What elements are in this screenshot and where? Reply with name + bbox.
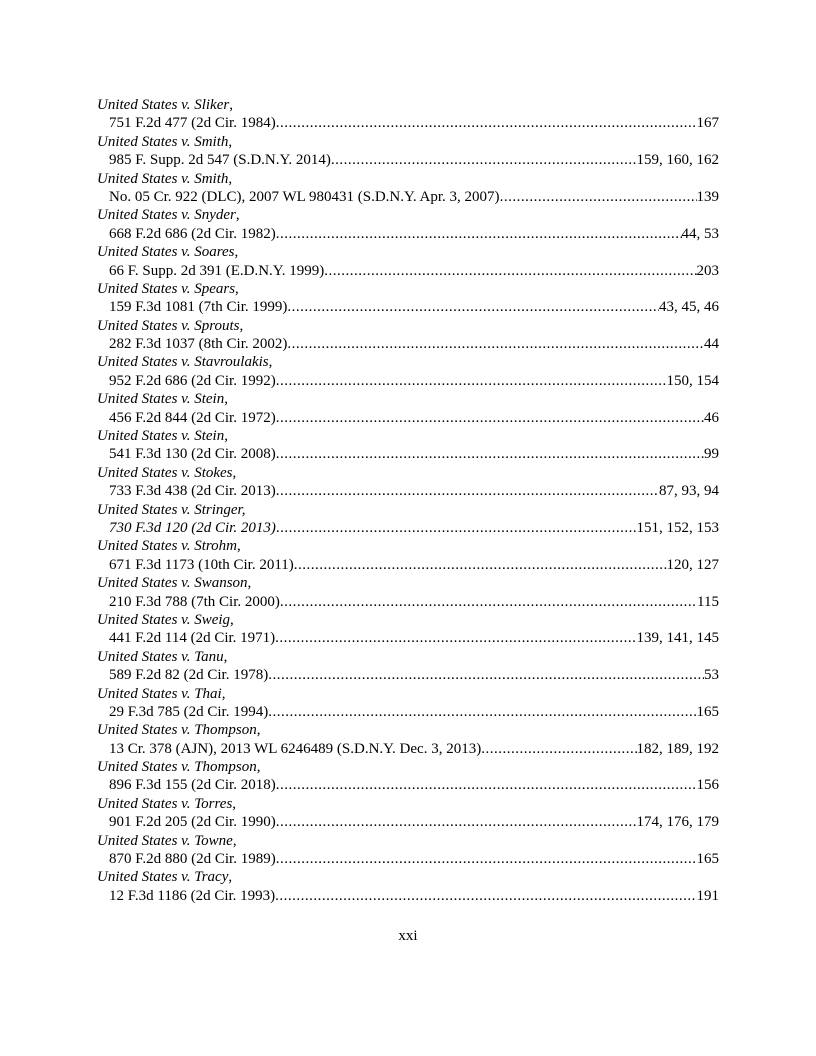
citation: 896 F.3d 155 (2d Cir. 2018) bbox=[109, 777, 276, 794]
case-name: United States v. Tanu, bbox=[97, 648, 228, 665]
case-name: United States v. Stokes, bbox=[97, 464, 237, 481]
citation-line bbox=[97, 298, 719, 316]
dot-leader bbox=[276, 114, 697, 132]
citation: 66 F. Supp. 2d 391 (E.D.N.Y. 1999) bbox=[109, 262, 325, 279]
case-name: United States v. Torres, bbox=[97, 795, 237, 812]
page-references: 46 bbox=[704, 409, 719, 426]
case-entry bbox=[97, 206, 719, 243]
case-entry bbox=[97, 133, 719, 170]
page-references: 165 bbox=[696, 851, 719, 868]
citation: 751 F.2d 477 (2d Cir. 1984) bbox=[109, 115, 276, 132]
citation: 29 F.3d 785 (2d Cir. 1994) bbox=[109, 703, 269, 720]
citation-line bbox=[97, 593, 719, 611]
case-entry bbox=[97, 170, 719, 207]
case-name: United States v. Sliker, bbox=[97, 97, 233, 113]
case-entry bbox=[97, 427, 719, 464]
page-references: 182, 189, 192 bbox=[636, 740, 719, 757]
page-references: 120, 127 bbox=[666, 556, 719, 573]
dot-leader bbox=[268, 703, 696, 721]
dot-leader bbox=[276, 482, 659, 500]
dot-leader bbox=[276, 776, 697, 794]
page-references: 139 bbox=[696, 188, 719, 205]
case-entry bbox=[97, 390, 719, 427]
citation-line bbox=[97, 482, 719, 500]
citation-line bbox=[97, 666, 719, 684]
case-name: United States v. Thompson, bbox=[97, 759, 261, 776]
case-entry bbox=[97, 317, 719, 354]
citation-line bbox=[97, 262, 719, 280]
case-name: United States v. Sprouts, bbox=[97, 317, 244, 334]
case-name: United States v. Smith, bbox=[97, 133, 233, 150]
case-name: United States v. Swanson, bbox=[97, 575, 252, 592]
citation-line bbox=[97, 629, 719, 647]
dot-leader bbox=[268, 666, 704, 684]
citation: 952 F.2d 686 (2d Cir. 1992) bbox=[109, 372, 276, 389]
page-references: 53 bbox=[704, 667, 719, 684]
page-references: 150, 154 bbox=[666, 372, 719, 389]
page-references: 159, 160, 162 bbox=[636, 152, 719, 169]
dot-leader bbox=[276, 445, 704, 463]
case-entry bbox=[97, 611, 719, 648]
dot-leader bbox=[276, 850, 697, 868]
dot-leader bbox=[331, 151, 637, 169]
case-name: United States v. Stringer, bbox=[97, 501, 246, 518]
case-entry bbox=[97, 758, 719, 795]
case-entry bbox=[97, 537, 719, 574]
citation-line bbox=[97, 372, 719, 390]
citation: 901 F.2d 205 (2d Cir. 1990) bbox=[109, 814, 276, 831]
citation-line bbox=[97, 740, 719, 758]
page-references: 191 bbox=[696, 887, 719, 904]
case-entry bbox=[97, 464, 719, 501]
table-of-authorities bbox=[97, 96, 719, 905]
case-entry bbox=[97, 574, 719, 611]
case-entry bbox=[97, 280, 719, 317]
case-entry bbox=[97, 648, 719, 685]
citation-line bbox=[97, 409, 719, 427]
case-name: United States v. Stavroulakis, bbox=[97, 354, 273, 371]
dot-leader bbox=[280, 593, 697, 611]
citation-line bbox=[97, 335, 719, 353]
dot-leader bbox=[276, 372, 667, 390]
citation: 541 F.3d 130 (2d Cir. 2008) bbox=[109, 446, 276, 463]
citation-line bbox=[97, 114, 719, 132]
citation-line bbox=[97, 556, 719, 574]
page-references: 87, 93, 94 bbox=[659, 483, 719, 500]
case-name: United States v. Strohm, bbox=[97, 538, 241, 555]
citation-line bbox=[97, 703, 719, 721]
page-references: 165 bbox=[696, 703, 719, 720]
case-name: United States v. Stein, bbox=[97, 428, 228, 445]
case-name: United States v. Tracy, bbox=[97, 869, 233, 886]
citation-line bbox=[97, 776, 719, 794]
case-name: United States v. Thompson, bbox=[97, 722, 261, 739]
case-name: United States v. Sweig, bbox=[97, 611, 234, 628]
citation: No. 05 Cr. 922 (DLC), 2007 WL 980431 (S.D.N.Y. Apr. 3, 2007) bbox=[109, 188, 500, 205]
case-entry bbox=[97, 501, 719, 538]
citation: 870 F.2d 880 (2d Cir. 1989) bbox=[109, 851, 276, 868]
dot-leader bbox=[276, 519, 637, 537]
dot-leader bbox=[287, 335, 704, 353]
page-references: 115 bbox=[697, 593, 719, 610]
case-name: United States v. Smith, bbox=[97, 170, 233, 187]
citation: 210 F.3d 788 (7th Cir. 2000) bbox=[109, 593, 280, 610]
citation-line bbox=[97, 887, 719, 905]
case-entry bbox=[97, 721, 719, 758]
case-name: United States v. Thai, bbox=[97, 685, 226, 702]
case-name: United States v. Soares, bbox=[97, 244, 239, 261]
dot-leader bbox=[276, 409, 704, 427]
dot-leader bbox=[287, 298, 659, 316]
citation: 159 F.3d 1081 (7th Cir. 1999) bbox=[109, 299, 288, 316]
case-entry bbox=[97, 96, 719, 133]
case-name: United States v. Stein, bbox=[97, 391, 228, 408]
dot-leader bbox=[275, 629, 636, 647]
page-references: 203 bbox=[696, 262, 719, 279]
citation: 733 F.3d 438 (2d Cir. 2013) bbox=[109, 483, 276, 500]
citation: 671 F.3d 1173 (10th Cir. 2011) bbox=[109, 556, 294, 573]
dot-leader bbox=[500, 188, 697, 206]
page-references: 167 bbox=[696, 115, 719, 132]
citation: 12 F.3d 1186 (2d Cir. 1993) bbox=[109, 887, 276, 904]
case-entry bbox=[97, 353, 719, 390]
page-references: 99 bbox=[704, 446, 719, 463]
citation-line bbox=[97, 850, 719, 868]
page-references: 43, 45, 46 bbox=[659, 299, 719, 316]
case-entry bbox=[97, 795, 719, 832]
case-name: United States v. Snyder, bbox=[97, 207, 240, 224]
page-references: 139, 141, 145 bbox=[636, 630, 719, 647]
page-references: 44 bbox=[704, 336, 719, 353]
page-references: 151, 152, 153 bbox=[636, 519, 719, 536]
citation-line bbox=[97, 151, 719, 169]
dot-leader bbox=[275, 887, 696, 905]
citation-line bbox=[97, 519, 719, 537]
citation-line bbox=[97, 813, 719, 831]
citation-line bbox=[97, 445, 719, 463]
page-number: xxi bbox=[398, 928, 418, 944]
dot-leader bbox=[481, 740, 636, 758]
citation: 589 F.2d 82 (2d Cir. 1978) bbox=[109, 667, 269, 684]
page-references: 174, 176, 179 bbox=[636, 814, 719, 831]
citation: 282 F.3d 1037 (8th Cir. 2002) bbox=[109, 336, 288, 353]
case-name: United States v. Towne, bbox=[97, 832, 237, 849]
citation: 441 F.2d 114 (2d Cir. 1971) bbox=[109, 630, 276, 647]
case-entry bbox=[97, 243, 719, 280]
case-name: United States v. Spears, bbox=[97, 280, 239, 297]
citation-line bbox=[97, 225, 719, 243]
case-entry bbox=[97, 685, 719, 722]
citation: 730 F.3d 120 (2d Cir. 2013) bbox=[109, 519, 276, 536]
case-entry bbox=[97, 832, 719, 869]
citation: 13 Cr. 378 (AJN), 2013 WL 6246489 (S.D.N.Y. Dec. 3, 2013) bbox=[109, 740, 482, 757]
citation: 985 F. Supp. 2d 547 (S.D.N.Y. 2014) bbox=[109, 152, 331, 169]
dot-leader bbox=[324, 262, 696, 280]
citation: 668 F.2d 686 (2d Cir. 1982) bbox=[109, 225, 276, 242]
dot-leader bbox=[276, 813, 637, 831]
page-references: 44, 53 bbox=[681, 225, 719, 242]
dot-leader bbox=[294, 556, 667, 574]
dot-leader bbox=[276, 225, 682, 243]
case-entry bbox=[97, 868, 719, 905]
citation-line bbox=[97, 188, 719, 206]
citation: 456 F.2d 844 (2d Cir. 1972) bbox=[109, 409, 276, 426]
page-references: 156 bbox=[696, 777, 719, 794]
